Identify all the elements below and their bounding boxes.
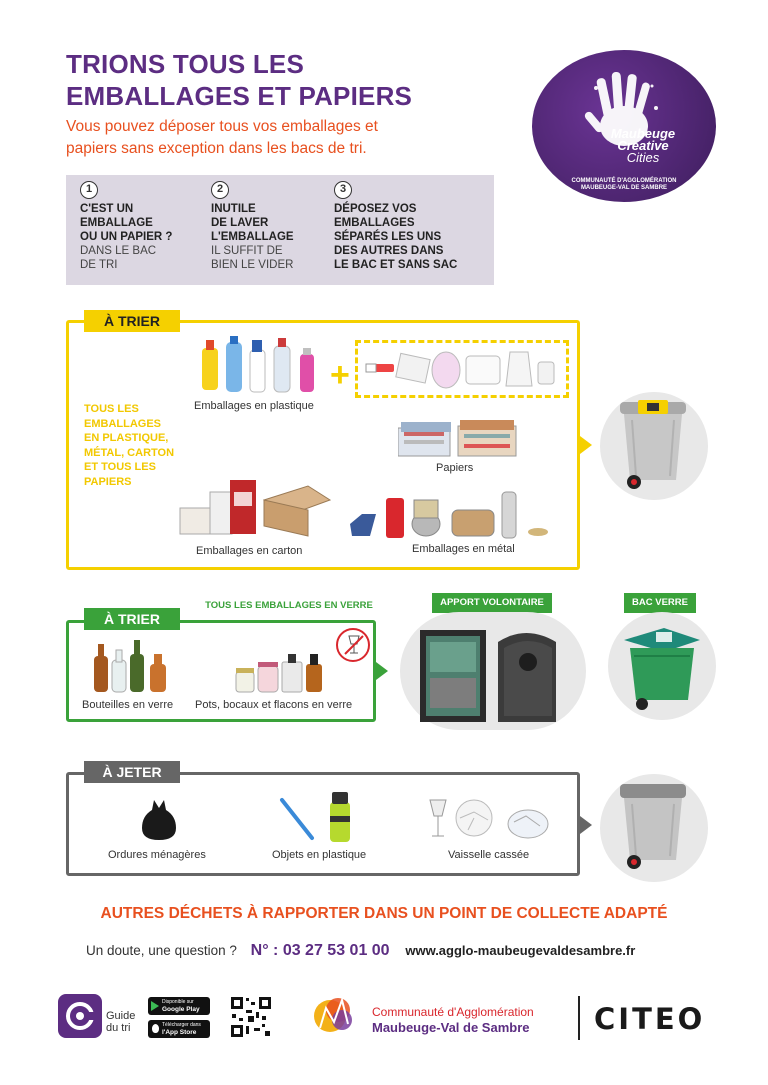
agglo-line-2: Maubeuge-Val de Sambre [372, 1020, 530, 1035]
green-bin-icon [620, 626, 704, 712]
page-subtitle [66, 116, 466, 160]
no-wine-glass-icon [342, 633, 366, 657]
step-number: 2 [211, 181, 229, 199]
qr-code-icon[interactable] [230, 996, 272, 1038]
broken-dishes-image [424, 796, 552, 844]
agglo-name [372, 1004, 534, 1036]
yellow-label [84, 402, 194, 489]
yellow-arrow-icon [580, 436, 592, 454]
phone-number[interactable]: N° : 03 27 53 01 00 [250, 942, 390, 959]
step-strong-text: OU UN PAPIER ? [80, 231, 173, 243]
step-strong-text: EMBALLAGE [80, 217, 153, 229]
caption-pots: Pots, bocaux et flacons en verre [195, 699, 353, 711]
agglo-logo-icon [308, 992, 364, 1038]
website-link[interactable]: www.agglo-maubeugevaldesambre.fr [405, 943, 636, 958]
yellow-bin-icon [616, 398, 690, 494]
yellow-label-line: EN PLASTIQUE, [84, 432, 169, 444]
step-1 [80, 181, 172, 272]
logo-wordmark [598, 128, 688, 164]
guide-du-tri-label [106, 1010, 135, 1034]
title-line-2: EMBALLAGES ET PAPIERS [66, 81, 413, 111]
step-light-text: IL SUFFIT DE [211, 245, 283, 257]
step-3 [334, 181, 457, 272]
yellow-label-line: MÉTAL, CARTON [84, 446, 175, 459]
logo-sub-line-2: MAUBEUGE-VAL DE SAMBRE [580, 185, 668, 191]
subtitle-line-2: papiers sans exception dans les bacs de tri. [66, 140, 367, 157]
guide-du-tri-app-icon[interactable] [58, 994, 102, 1038]
bac-verre-label: BAC VERRE [624, 593, 696, 613]
plastic-objects-image [278, 792, 356, 844]
plastic-bottles-image [194, 336, 320, 394]
contact-line [86, 942, 726, 960]
other-waste-warning: AUTRES DÉCHETS À RAPPORTER DANS UN POINT DE COLLECTE ADAPTÉ [100, 905, 668, 922]
google-line-2: Google Play [162, 1006, 200, 1013]
step-strong-text: EMBALLAGES [334, 217, 415, 229]
caption-vaisselle: Vaisselle cassée [448, 849, 530, 861]
step-light-text: DANS LE BAC [80, 245, 157, 257]
apple-icon [152, 1024, 159, 1033]
plastic-packaging-image [362, 346, 562, 392]
grey-arrow-icon [580, 816, 592, 834]
green-tab: À TRIER [84, 608, 180, 630]
google-line-1: Disponible sur [162, 999, 194, 1005]
glass-container-image [416, 622, 576, 726]
papers-image [398, 416, 520, 458]
apport-volontaire-label: APPORT VOLONTAIRE [432, 593, 552, 613]
logo-line-1: Maubeuge [610, 126, 676, 141]
step-2 [211, 181, 294, 272]
steps-panel [66, 175, 494, 285]
step-strong-text: L'EMBALLAGE [211, 231, 294, 243]
carton-packaging-image [178, 478, 334, 538]
caption-ordures: Ordures ménagères [108, 849, 206, 861]
logo-line-3: Cities [626, 150, 660, 165]
step-number: 1 [80, 181, 98, 199]
metal-packaging-image [348, 488, 556, 542]
apple-line-1: Télécharger dans [162, 1022, 201, 1028]
step-strong-text: C'EST UN [80, 203, 134, 215]
yellow-label-line: EMBALLAGES [84, 417, 161, 430]
step-light-text: BIEN LE VIDER [211, 259, 294, 271]
yellow-tab: À TRIER [84, 310, 180, 332]
google-play-icon [151, 1001, 159, 1011]
citeo-logo: CITEO [594, 1002, 706, 1036]
green-section-header: TOUS LES EMBALLAGES EN VERRE [205, 600, 373, 611]
glass-jars-image [234, 652, 326, 694]
question-text: Un doute, une question ? [86, 943, 237, 958]
logo-sub-line-1: COMMUNAUTÉ D'AGGLOMÉRATION [571, 178, 677, 184]
plus-icon: + [330, 356, 350, 394]
step-strong-text: DÉPOSEZ VOS [334, 203, 417, 215]
logo-subtitle [562, 178, 686, 192]
yellow-label-line: ET TOUS LES [84, 461, 156, 473]
guide-line-2: du tri [106, 1022, 131, 1034]
caption-objets: Objets en plastique [272, 849, 367, 861]
step-number: 3 [334, 181, 352, 199]
step-strong-text: DES AUTRES DANS [334, 245, 444, 257]
yellow-label-line: PAPIERS [84, 475, 132, 488]
grey-bin-icon [616, 780, 690, 874]
caption-bouteilles: Bouteilles en verre [82, 699, 174, 711]
logo-line-2: Creative [617, 138, 669, 153]
title-line-1: TRIONS TOUS LES [66, 49, 304, 79]
green-arrow-icon [376, 662, 388, 680]
step-strong-text: LE BAC ET SANS SAC [334, 259, 458, 271]
caption-papiers: Papiers [436, 462, 474, 474]
yellow-label-line: TOUS LES [84, 403, 139, 415]
grey-tab: À JETER [84, 761, 180, 783]
google-play-badge[interactable] [148, 997, 210, 1015]
caption-metal: Emballages en métal [412, 543, 515, 555]
page-title [66, 48, 486, 112]
caption-plastique: Emballages en plastique [194, 400, 314, 412]
glass-bottles-image [90, 640, 176, 694]
trash-bag-icon [140, 798, 178, 842]
subtitle-line-1: Vous pouvez déposer tous vos emballages et [66, 118, 378, 135]
step-light-text: DE TRI [80, 259, 118, 271]
step-strong-text: INUTILE [211, 203, 256, 215]
caption-carton: Emballages en carton [196, 545, 303, 557]
apple-line-2: l'App Store [162, 1029, 197, 1036]
step-strong-text: DE LAVER [211, 217, 269, 229]
guide-line-1: Guide [106, 1010, 136, 1022]
maubeuge-logo [532, 50, 716, 202]
app-store-badge[interactable] [148, 1020, 210, 1038]
footer-divider [578, 996, 580, 1040]
agglo-line-1: Communauté d'Agglomération [372, 1005, 534, 1019]
step-strong-text: SÉPARÉS LES UNS [334, 231, 442, 243]
guide-logo-icon [58, 994, 102, 1038]
